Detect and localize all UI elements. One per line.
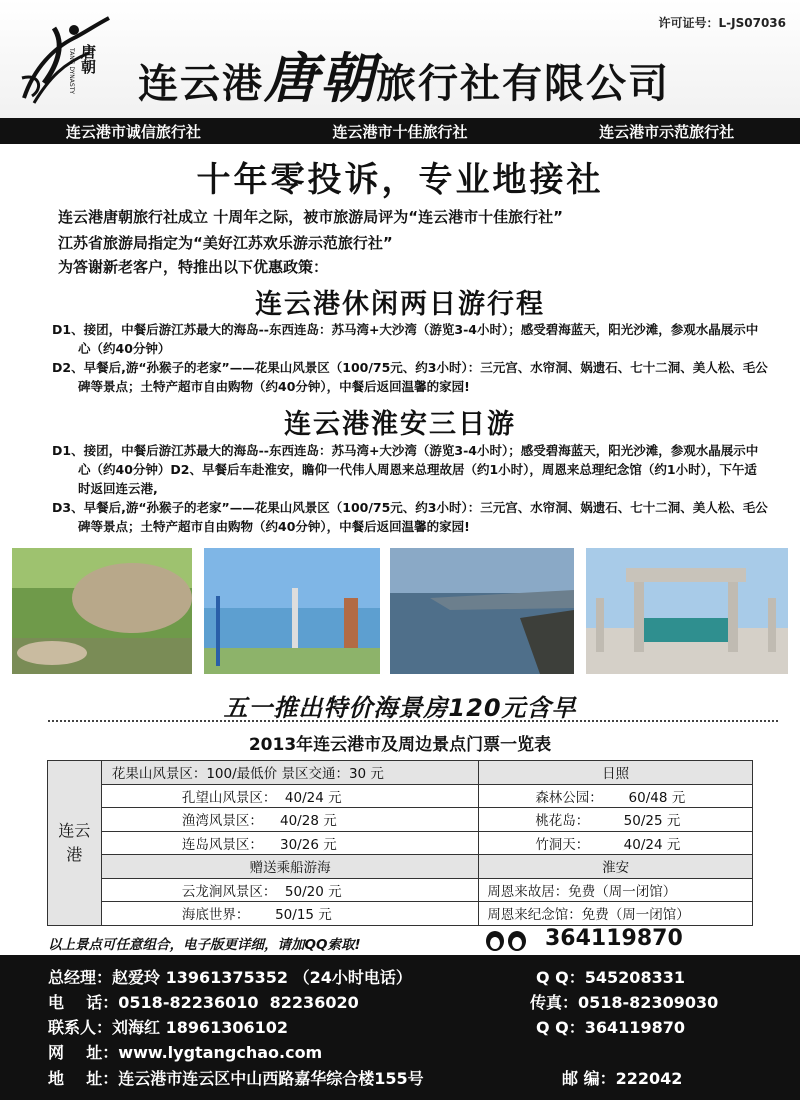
table-cell: 渔湾风景区： 40/28 元 <box>101 808 478 832</box>
photo-mountain <box>12 548 192 674</box>
table-cell: 森林公园： 60/48 元 <box>479 784 753 808</box>
qq-penguin-icon <box>484 928 530 956</box>
intro-line: 为答谢新老客户，特推出以下优惠政策： <box>58 258 329 276</box>
table-cell: 竹洞天： 40/24 元 <box>479 831 753 855</box>
table-cell: 周恩来纪念馆：免费（周一闭馆） <box>479 902 753 926</box>
qq-line: Q Q：364119870 <box>536 1018 685 1037</box>
company-logo <box>14 8 126 112</box>
itinerary-day: D1、接团，中餐后游江苏最大的海岛--东西连岛：苏马湾+大沙湾（游览3-4小时）；感受碧海蓝天，阳光沙滩，参观水晶展示中心（约40分钟） <box>52 322 759 356</box>
logo-text: 唐朝 <box>79 44 97 74</box>
table-cell: 周恩来故居：免费（周一闭馆） <box>479 878 753 902</box>
table-cell: 海底世界： 50/15 元 <box>101 902 478 926</box>
itinerary-day: D2、早餐后,游“孙猴子的老家”——花果山风景区（100/75元、约3小时）：三元宫、水帘洞、娲遗石、七十二洞、美人松、毛公碑等景点；土特产超市自由购物（约40分钟），中餐后返回温馨的家园! <box>52 360 768 394</box>
table-cell: 云龙涧风景区： 50/20 元 <box>101 878 478 902</box>
fax-line: 传真：0518-82309030 <box>530 993 719 1012</box>
region-header: 淮安 <box>479 855 753 879</box>
company-main: 唐朝 <box>264 46 376 110</box>
honor-bar <box>0 118 800 144</box>
company-suffix: 旅行社有限公司 <box>376 60 670 107</box>
header <box>0 0 800 118</box>
contact-footer <box>0 955 800 1100</box>
route1-itinerary <box>52 320 768 396</box>
slogan: 十年零投诉，专业地接社 <box>196 160 604 200</box>
manager-line: 总经理：赵爱玲 13961375352 （24小时电话） <box>48 968 412 987</box>
honor-item: 连云港市诚信旅行社 <box>65 122 201 141</box>
website-line: 网 址：www.lygtangchao.com <box>48 1043 323 1062</box>
route2-itinerary <box>52 441 768 536</box>
route2-title: 连云港淮安三日游 <box>284 409 516 440</box>
address-line: 地 址：连云港市连云区中山西路嘉华综合楼155号 <box>48 1069 424 1088</box>
region-header: 日照 <box>479 761 753 785</box>
itinerary-day: D1、接团，中餐后游江苏最大的海岛--东西连岛：苏马湾+大沙湾（游览3-4小时）；感受碧海蓝天，阳光沙滩，参观水晶展示中心（约40分钟）D2、早餐后车赴淮安，瞻仰一代伟人周恩来总理故居（约1小时），周恩来总理纪念馆（约1小时），下午适时返回连云港, <box>52 443 759 496</box>
phone-line: 电 话：0518-82236010 82236020 <box>48 993 359 1012</box>
table-cell: 孔望山风景区： 40/24 元 <box>101 784 478 808</box>
notice-text: 以上景点可任意组合，电子版更详细，请加QQ索取! <box>48 937 361 953</box>
contact-line: 联系人：刘海红 18961306102 <box>48 1018 289 1037</box>
route1-title: 连云港休闲两日游行程 <box>255 289 545 320</box>
table-cell: 花果山风景区：100/最低价 景区交通：30 元 <box>101 761 478 785</box>
license-number: 许可证号：L-JS07036 <box>658 16 786 30</box>
postcode-line: 邮 编：222042 <box>562 1069 683 1088</box>
photo-seawall <box>390 548 574 674</box>
qq-line: Q Q：545208331 <box>536 968 685 987</box>
intro-line: 江苏省旅游局指定为“美好江苏欢乐游示范旅行社” <box>58 234 393 252</box>
ticket-price-table <box>47 760 753 926</box>
table-cell: 连岛风景区： 30/26 元 <box>101 831 478 855</box>
divider <box>48 720 778 722</box>
table-title: 2013年连云港市及周边景点门票一览表 <box>248 735 552 755</box>
notice-qq-number: 364119870 <box>545 926 683 951</box>
honor-item: 连云港市示范旅行社 <box>599 122 735 141</box>
promo-banner: 五一推出特价海景房120元含早 <box>223 694 577 722</box>
table-cell: 赠送乘船游海 <box>101 855 478 879</box>
logo-text-en: TANG DYNASTY <box>68 48 75 95</box>
region-label: 连云港 <box>48 761 102 926</box>
company-name <box>138 36 670 113</box>
honor-item: 连云港市十佳旅行社 <box>332 122 468 141</box>
itinerary-day: D3、早餐后,游“孙猴子的老家”——花果山风景区（100/75元、约3小时）：三元宫、水帘洞、娲遗石、七十二洞、美人松、毛公碑等景点；土特产超市自由购物（约40分钟），中餐后返回温馨的家园! <box>52 500 768 534</box>
photo-gate <box>586 548 788 674</box>
table-cell: 桃花岛： 50/25 元 <box>479 808 753 832</box>
intro-line: 连云港唐朝旅行社成立 十周年之际，被市旅游局评为“连云港市十佳旅行社” <box>58 208 563 226</box>
company-prefix: 连云港 <box>138 60 264 107</box>
photo-coast <box>204 548 380 674</box>
